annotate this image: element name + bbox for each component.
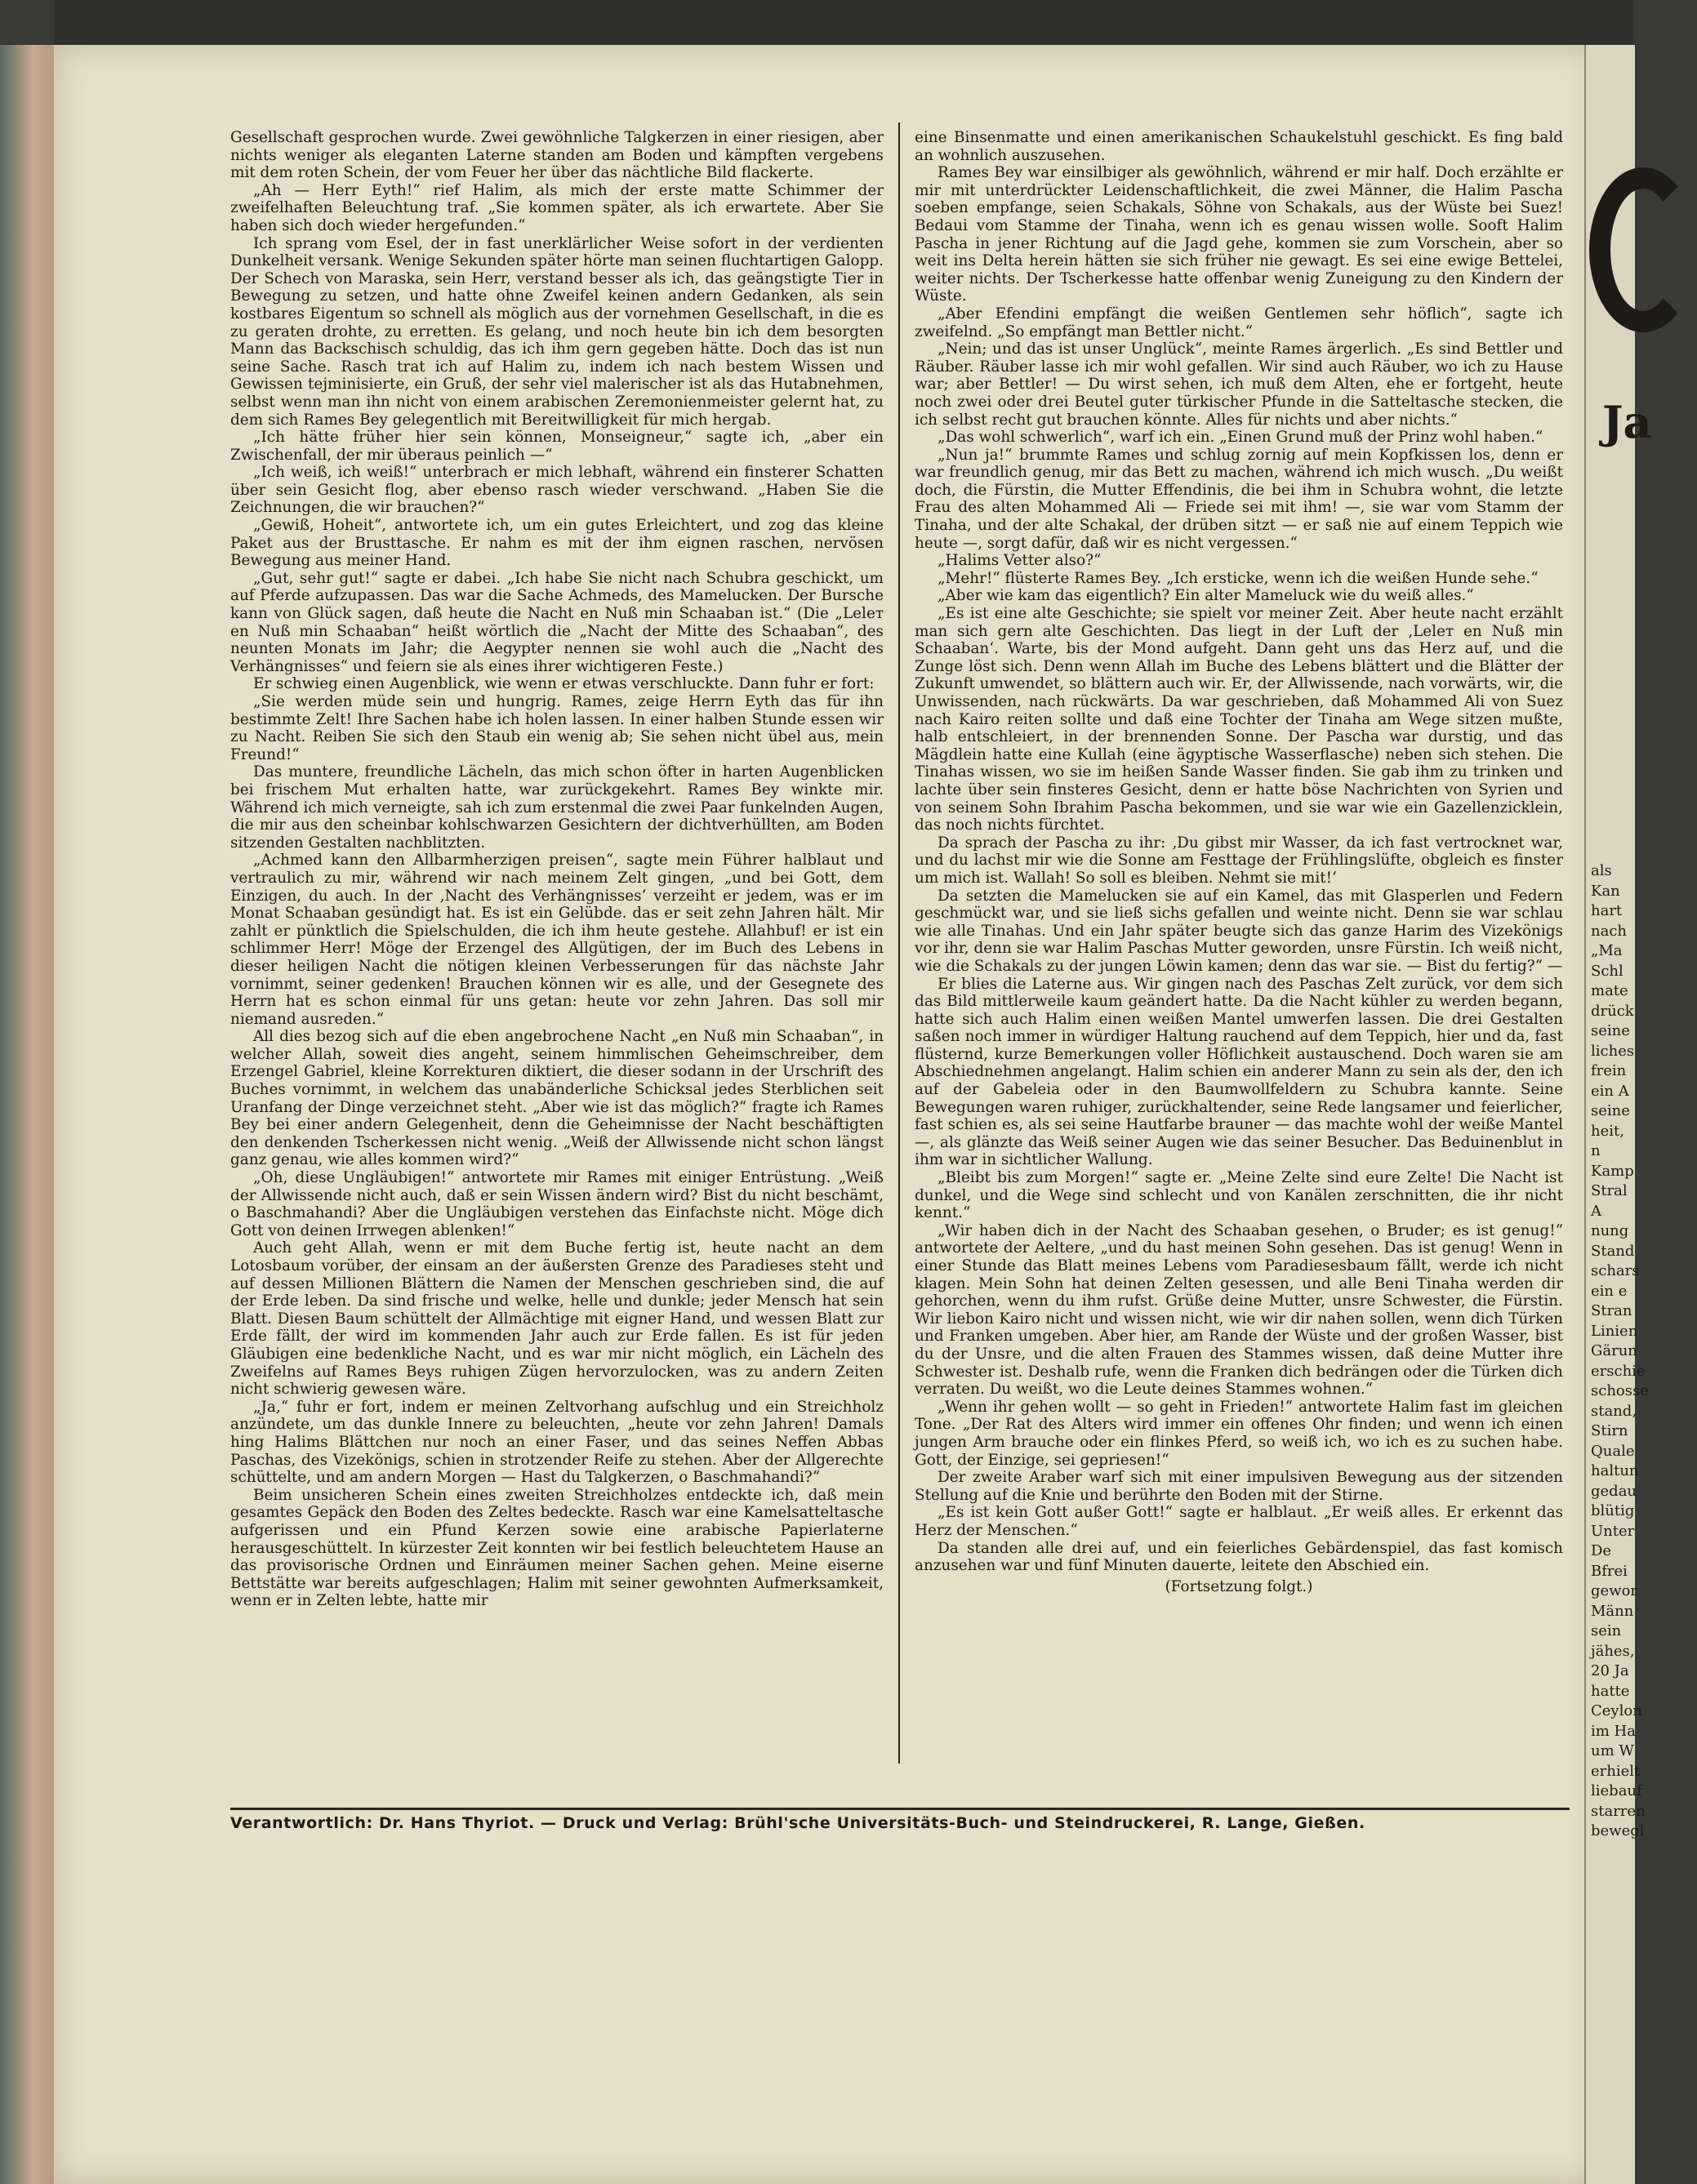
paragraph: „Ja,“ fuhr er fort, indem er meinen Zeltvorhang aufschlug und ein Streichholz anzündete, um das dunkle Innere zu beleuchten, „heute vor zehn Jahren! Damals hing Halims Blättchen nur noch an einer Faser, und das seines Neffen Abbas Paschas, des Vizekönigs, schien in strotzender Reife zu stehen. Aber der Allgerechte schüttelte, und am andern Morgen — Hast du Talgkerzen, o Baschmahandi?“ — [230, 1398, 884, 1487]
word-fragment: erhielt — [1591, 1762, 1641, 1780]
paragraph: „Ich hätte früher hier sein können, Monseigneur,“ sagte ich, „aber ein Zwischenfall, der mir überaus peinlich —“ — [230, 429, 884, 464]
word-fragment: schosse — [1591, 1382, 1649, 1399]
paragraph: eine Binsenmatte und einen amerikanischen Schaukelstuhl geschickt. Es fing bald an wohnlich auszusehen. — [915, 129, 1563, 164]
word-fragment: 20 Ja — [1591, 1662, 1629, 1679]
word-fragment: Quale — [1591, 1442, 1635, 1460]
word-fragment: Bfrei — [1591, 1562, 1628, 1580]
word-fragment: De — [1591, 1542, 1612, 1559]
paragraph: Er schwieg einen Augenblick, wie wenn er etwas verschluckte. Dann fuhr er fort: — [253, 675, 875, 693]
paragraph: „Aber Efendini empfängt die weißen Gentlemen sehr höflich“, sagte ich zweifelnd. „So empfängt man Bettler nicht.“ — [915, 305, 1563, 340]
continuation-note: (Fortsetzung folgt.) — [1165, 1577, 1313, 1595]
word-fragment: bewegl — [1591, 1822, 1645, 1839]
word-fragment: starren — [1591, 1802, 1646, 1820]
adjacent-text-fragments — [1591, 861, 1649, 1842]
word-fragment: hart — [1591, 902, 1623, 919]
paragraph: „Bleibt bis zum Morgen!“ sagte er. „Meine Zelte sind eure Zelte! Die Nacht ist dunkel, und die Wege sind schlecht und von Kanälen zerschnitten, die ihr nicht kennt.“ — [915, 1169, 1563, 1222]
paragraph: All dies bezog sich auf die eben angebrochene Nacht „en Nuß min Schaaban“, in welcher Allah, soweit dies angeht, seinem himmlischen Geheimschreiber, dem Erzengel Gabriel, kleine Korrekturen diktiert, die dieser sodann in der Urschrift des Buches vornimmt, in welchem das unabänderliche Schicksal jedes Sterblichen seit Uranfang der Dinge verzeichnet steht. „Aber wie ist das möglich?“ fragte ich Rames Bey bei einer andern Gelegenheit, denn die Geheimnisse der Nacht beschäftigten den denkenden Tscherkessen nicht wenig. „Weiß der Allwissende nicht schon längst ganz genau, wie alles kommen wird?“ — [230, 1028, 884, 1169]
word-fragment: als — [1591, 862, 1612, 879]
paragraph: „Wenn ihr gehen wollt — so geht in Frieden!“ antwortete Halim fast im gleichen Tone. „Der Rat des Alters wird immer ein offenes Ohr finden; und wenn ich einen jungen Arm brauche oder ein flinkes Pferd, so weiß ich, wo ich es zu suchen habe. Gott, der Einzige, sei gepriesen!“ — [915, 1398, 1563, 1469]
left-text-column — [230, 129, 884, 1803]
paragraph: Da setzten die Mamelucken sie auf ein Kamel, das mit Glasperlen und Federn geschmückt war, und sie ließ sichs gefallen und weinte nicht. Denn sie war schlau wie alle Tinahas. Und ein Jahr später beugte sich das ganze Harim des Vizekönigs vor ihr, denn sie war Halim Paschas Mutter geworden, unsre Fürstin. Ich weiß nicht, wie die Schakals zu der jungen Löwin kamen; denn das war sie. — Bist du fertig?“ — — [915, 887, 1563, 975]
word-fragment: frein — [1591, 1062, 1627, 1079]
word-fragment: schars — [1591, 1262, 1640, 1279]
paragraph: „Sie werden müde sein und hungrig. Rames, zeige Herrn Eyth das für ihn bestimmte Zelt! Ihre Sachen habe ich holen lassen. In einer halben Stunde essen wir zu Nacht. Reiben Sie sich den Staub ein wenig ab; Sie sehen nicht übel aus, mein Freund!“ — [230, 693, 884, 763]
word-fragment: Stral — [1591, 1182, 1628, 1199]
word-fragment: ein e — [1591, 1282, 1628, 1300]
word-fragment: heit, — [1591, 1122, 1624, 1140]
page-top-gap — [54, 0, 1633, 45]
paragraph: Da standen alle drei auf, und ein feierliches Gebärdenspiel, das fast komisch anzusehen war und fünf Minuten dauerte, leitete den Abschied ein. — [915, 1539, 1563, 1575]
word-fragment: A — [1591, 1202, 1601, 1220]
paragraph: Das muntere, freundliche Lächeln, das mich schon öfter in harten Augenblicken bei frischem Mut erhalten hatte, war zurückgekehrt. Rames Bey winkte mir. Während ich mich verneigte, sah ich zum erstenmal die zwei Paar funkelnden Augen, die mir aus den scheinbar kohlschwarzen Gesichtern der dichtverhüllten, am Boden sitzenden Gestalten nachblitzten. — [230, 763, 884, 852]
paragraph: „Halims Vetter also?“ — [938, 552, 1102, 570]
word-fragment: jähes, — [1591, 1642, 1635, 1660]
word-fragment: n — [1591, 1142, 1601, 1159]
paragraph: „Gewiß, Hoheit“, antwortete ich, um ein gutes Erleichtert, und zog das kleine Paket aus der Brusttasche. Er nahm es mit der ihm eignen raschen, nervösen Bewegung aus meiner Hand. — [230, 517, 884, 570]
paragraph: „Ich weiß, ich weiß!“ unterbrach er mich lebhaft, während ein finsterer Schatten über sein Gesicht flog, aber ebenso rasch wieder verschwand. „Haben Sie die Zeichnungen, die wir brauchen?“ — [230, 464, 884, 517]
adjacent-page-edge — [1584, 45, 1652, 2184]
paragraph: „Gut, sehr gut!“ sagte er dabei. „Ich habe Sie nicht nach Schubra geschickt, um auf Pferde aufzupassen. Das war die Sache Achmeds, des Mamelucken. Der Bursche kann von Glück sagen, daß heute die Nacht en Nuß min Schaaban ist.“ (Die „Leleт en Nuß min Schaaban“ heißt wörtlich die „Nacht der Mitte des Schaaban“, des neunten Monats im Jahr; die Aegypter nennen sie wohl auch die „Nacht des Verhängnisses“ und feiern sie als eines ihrer wichtigeren Feste.) — [230, 569, 884, 675]
word-fragment: seine — [1591, 1102, 1630, 1119]
word-fragment: stand, — [1591, 1402, 1637, 1420]
word-fragment: blütig — [1591, 1502, 1635, 1519]
word-fragment: haltun — [1591, 1462, 1639, 1479]
right-text-column — [915, 129, 1563, 1803]
word-fragment: ein A — [1591, 1082, 1629, 1100]
word-fragment: Unter — [1591, 1522, 1635, 1540]
paragraph: Er blies die Laterne aus. Wir gingen nach des Paschas Zelt zurück, vor dem sich das Bild mittlerweile kaum geändert hatte. Da die Nacht kühler zu werden begann, hatte sich auch Halim einen weißen Mantel umwerfen lassen. Die drei Gestalten saßen noch immer in würdiger Haltung rauchend auf dem Teppich, hier und da, fast flüsternd, kurze Bemerkungen voller Höflichkeit austauschend. Doch waren sie am Abschiednehmen angelangt. Halim schien ein anderer Mann zu sein als der, den ich auf der Gabeleia oder in den Baumwollfeldern zu Schubra kannte. Seine Bewegungen waren ruhiger, zurückhaltender, seine Rede langsamer und feierlicher, fast schien es, als sei seine Hautfarbe brauner — das machte wohl der weiße Mantel —, als glänzte das Weiß seiner Augen wie das seiner Besucher. Das Beduinenblut in ihm war in sichtlicher Wallung. — [915, 975, 1563, 1169]
book-binding-edge — [0, 45, 54, 2184]
paragraph: „Nein; und das ist unser Unglück“, meinte Rames ärgerlich. „Es sind Bettler und Räuber. Räuber lasse ich mir wohl gefallen. Wir sind auch Räuber, wo ich zu Hause war; aber Bettler! — Du wirst sehen, ich muß dem Alten, ehe er fortgeht, heute noch zwei oder drei Beutel guter türkischer Pfunde in die Satteltasche stecken, die ich selbst recht gut brauchen könnte. Alles für nichts und aber nichts.“ — [915, 340, 1563, 429]
paragraph: „Es ist eine alte Geschichte; sie spielt vor meiner Zeit. Aber heute nacht erzählt man sich gern alte Geschichten. Das liegt in der Luft der ‚Leleт en Nuß min Schaaban‘. Warte, bis der Mond aufgeht. Dann geht uns das Herz auf, und die Zunge löst sich. Denn wenn Allah im Buche des Lebens blättert und die Blätter der Zukunft umwendet, so blättern auch wir. Er, der Allwissende, nach vorwärts, wir, die Unwissenden, nach rückwärts. Da war geschrieben, daß Mohammed Ali von Suez nach Kairo reiten sollte und daß eine Tochter der Tinaha am Wege sitzen mußte, halb entschleiert, in der brennenden Sonne. Der Pascha war durstig, und das Mägdlein hatte eine Kullah (eine ägyptische Wasserflasche) neben sich stehen. Die Tinahas wissen, wo sie im heißen Sande Wasser finden. Sie gab ihm zu trinken und lachte über sein finsteres Gesicht, denn er hatte böse Nachrichten von Syrien und von seinem Sohn Ibrahim Pascha bekommen, und sie war wie ein Gazellenzicklein, das noch nichts fürchtet. — [915, 605, 1563, 834]
word-fragment: hatte — [1591, 1682, 1630, 1700]
word-fragment: Kamp — [1591, 1162, 1634, 1180]
word-fragment: mate — [1591, 982, 1628, 999]
imprint-footer: Verantwortlich: Dr. Hans Thyriot. — Druck und Verlag: Brühl'sche Universitäts-Buch- und Steindruckerei, R. Lange, Gießen. — [230, 1814, 1365, 1832]
word-fragment: Männ — [1591, 1602, 1634, 1620]
word-fragment: Stand — [1591, 1242, 1635, 1260]
paragraph: Gesellschaft gesprochen wurde. Zwei gewöhnliche Talgkerzen in einer riesigen, aber nichts weniger als eleganten Laterne standen am Boden und kämpften vergebens mit dem roten Schein, der vom Feuer her über das nächtliche Bild flackerte. — [230, 129, 884, 182]
word-fragment: sein — [1591, 1622, 1622, 1639]
paragraph: Ich sprang vom Esel, der in fast unerklärlicher Weise sofort in der verdienten Dunkelheit versank. Wenige Sekunden später hörte man seinen fluchtartigen Galopp. Der Schech von Maraska, sein Herr, verstand besser als ich, das geängstigte Tier in Bewegung zu setzen, und hatte ohne Zweifel keinen andern Gedanken, als sein kostbares Eigentum so schnell als möglich aus der vornehmen Gesellschaft, in die es zu geraten drohte, zu erretten. Es gelang, und noch heute bin ich dem besorgten Mann das Backschisch schuldig, das ich ihm gern gegeben hätte. Doch das ist nun seine Sache. Rasch trat ich auf Halim zu, indem ich nach bestem Wissen und Gewissen tejminisierte, ein Gruß, der sehr viel malerischer ist als das Hutabnehmen, selbst wenn man ihn nicht von einem arabischen Zeremonienmeister gelernt hat, zu dem sich Rames Bey gelegentlich mit Bereitwilligkeit für mich hergab. — [230, 234, 884, 429]
paragraph: Beim unsicheren Schein eines zweiten Streichholzes entdeckte ich, daß mein gesamtes Gepäck den Boden des Zeltes bedeckte. Rasch war eine Kamelsatteltasche aufgerissen und ein Pfund Kerzen sowie eine arabische Papierlaterne herausgeschüttelt. In kürzester Zeit konnten wir bei festlich beleuchtetem Hause an das provisorische Ordnen und Einräumen meiner Sachen gehen. Meine eiserne Bettstätte war bereits aufgeschlagen; Halim mit seiner gewohnten Aufmerksamkeit, wenn er in Zelten lebte, hatte mir — [230, 1486, 884, 1610]
paragraph: „Wir haben dich in der Nacht des Schaaban gesehen, o Bruder; es ist genug!“ antwortete der Aeltere, „und du hast meinen Sohn gesehen. Das ist genug! Wenn in einer Stunde das Blatt meines Lebens vom Paradiesesbaum fällt, werde ich nicht klagen. Mein Sohn hat deinen Zelten gesessen, und alle Beni Tinaha werden dir gehorchen, wenn du ihm rufst. Grüße deine Mutter, unsre Schwester, die Fürstin. Wir liebon Kairo nicht und wissen nicht, wie wir dir nahen sollen, wenn dich Türken und Franken umgeben. Aber hier, am Rande der Wüste und der großen Wasser, bist du der Unsre, und die alten Frauen des Stammes wissen, daß deine Mutter ihre Schwester ist. Deshalb rufe, wenn die Franken dich bedrängen oder die Türken dich verraten. Du weißt, wo die Leute deines Stammes wohnen.“ — [915, 1221, 1563, 1399]
paragraph: Auch geht Allah, wenn er mit dem Buche fertig ist, heute nacht an dem Lotosbaum vorüber, der einsam an der äußersten Grenze des Paradieses steht und auf dessen Millionen Blättern die Namen der Menschen geschrieben sind, die auf der Erde leben. Da sind frische und welke, helle und dunkle; jeder Mensch hat sein Blatt. Diesen Baum schüttelt der Allmächtige mit eigner Hand, und wessen Blatt zur Erde fällt, der wird im kommenden Jahr auch zur Erde fallen. Es ist für jeden Gläubigen eine bedenkliche Nacht, und es war mir nicht möglich, ein Lächeln des Zweifelns auf Rames Beys ruhigen Zügen hervorzulocken, was zu andern Zeiten nicht schwierig gewesen wäre. — [230, 1239, 884, 1399]
word-fragment: liches — [1591, 1042, 1635, 1060]
paragraph: „Nun ja!“ brummte Rames und schlug zornig auf mein Kopfkissen los, denn er war freundlich genug, mir das Bett zu machen, während ich mich wusch. „Du weißt doch, die Fürstin, die Mutter Effendinis, die bei ihm in Schubra wohnt, die letzte Frau des alten Mohammed Ali — Friede sei mit ihm! —, sie war vom Stamm der Tinaha, und der alte Schakal, der drüben sitzt — er saß nie auf einem Teppich wie heute —, sorgt dafür, daß wir es nicht vergessen.“ — [915, 446, 1563, 552]
word-fragment: „Ma — [1591, 942, 1623, 959]
column-divider-rule — [898, 122, 900, 1764]
word-fragment: gedau — [1591, 1482, 1637, 1500]
adjacent-heading-fragment: Ja — [1602, 396, 1652, 448]
word-fragment: Stran — [1591, 1302, 1632, 1319]
footer-rule — [230, 1808, 1570, 1810]
paragraph: „Das wohl schwerlich“, warf ich ein. „Einen Grund muß der Prinz wohl haben.“ — [938, 429, 1543, 447]
word-fragment: nach — [1591, 922, 1627, 940]
word-fragment: Kan — [1591, 882, 1620, 900]
word-fragment: erschie — [1591, 1362, 1646, 1380]
paragraph: Der zweite Araber warf sich mit einer impulsiven Bewegung aus der sitzenden Stellung auf die Knie und berührte den Boden mit der Stirne. — [915, 1469, 1563, 1504]
paragraph: „Oh, diese Ungläubigen!“ antwortete mir Rames mit einiger Entrüstung. „Weiß der Allwissende nicht auch, daß er sein Wissen ändern wird? Bist du nicht beschämt, o Baschmahandi? Aber die Ungläubigen verstehen das Einfachste nicht. Möge dich Gott von deinen Irrwegen ablenken!“ — [230, 1169, 884, 1239]
paragraph: „Ah — Herr Eyth!“ rief Halim, als mich der erste matte Schimmer der zweifelhaften Beleuchtung traf. „Sie kommen später, als ich erwartete. Aber Sie haben sich doch wieder hergefunden.“ — [230, 181, 884, 234]
word-fragment: Schl — [1591, 962, 1624, 980]
word-fragment: Ceylon — [1591, 1702, 1642, 1719]
paragraph: „Achmed kann den Allbarmherzigen preisen“, sagte mein Führer halblaut und vertraulich zu mir, während wir nach meinem Zelt gingen, „und bei Gott, dem Einzigen, du auch. In der ‚Nacht des Verhängnisses‘ verzeiht er jedem, was er im Monat Schaaban gesündigt hat. Es ist ein Gelübde. das er seit zehn Jahren hält. Mir zahlt er pünktlich die Spielschulden, die ich ihm heute gestehe. Allahbuf! er ist ein schlimmer Herr! Möge der Erzengel des Allgütigen, der im Buch des Lebens in dieser heiligen Nacht die nötigen kleinen Verbesserungen für das nächste Jahr vornimmt, seiner gedenken! Brauchen können wir es alle, und der Gesegnete des Herrn hat es schon einmal für uns getan: heute vor zehn Jahren. Das soll mir niemand ausreden.“ — [230, 852, 884, 1028]
word-fragment: im Ha — [1591, 1722, 1636, 1740]
word-fragment: Stirn — [1591, 1422, 1628, 1439]
word-fragment: liebauf — [1591, 1782, 1642, 1799]
paragraph: Da sprach der Pascha zu ihr: ‚Du gibst mir Wasser, da ich fast vertrocknet war, und du lachst mir wie die Sonne am Festtage der Frühlingslüfte, obgleich es finster um mich ist. Wallah! So soll es bleiben. Nehmt sie mit!‘ — [915, 834, 1563, 887]
large-initial-letter-fragment — [1589, 167, 1697, 332]
word-fragment: um W — [1591, 1742, 1634, 1759]
paragraph: „Es ist kein Gott außer Gott!“ sagte er halblaut. „Er weiß alles. Er erkennt das Herz der Menschen.“ — [915, 1504, 1563, 1539]
paragraph: Rames Bey war einsilbiger als gewöhnlich, während er mir half. Doch erzählte er mir mit unterdrückter Leidenschaftlichkeit, die zwei Männer, die Halim Pascha soeben empfange, seien Schakals, Söhne von Schakals, aus der Wüste bei Suez! Bedaui vom Stamme der Tinaha, wenn ich es genau wissen wolle. Sooft Halim Pascha in jener Richtung auf die Jagd gehe, kommen sie zum Vorschein, aber so weit ins Delta herein hätten sie sich früher nie gewagt. Es sei eine ewige Bettelei, weiter nichts. Der Tscherkesse hatte offenbar wenig Zuneigung zu den Kindern der Wüste. — [915, 164, 1563, 305]
word-fragment: gewor — [1591, 1582, 1638, 1599]
word-fragment: Gärun — [1591, 1342, 1637, 1359]
word-fragment: seine — [1591, 1022, 1630, 1039]
paragraph: „Mehr!“ flüsterte Rames Bey. „Ich ersticke, wenn ich die weißen Hunde sehe.“ — [938, 569, 1539, 587]
word-fragment: nung — [1591, 1222, 1629, 1239]
word-fragment: drück — [1591, 1002, 1634, 1020]
paragraph: „Aber wie kam das eigentlich? Ein alter Mameluck wie du weiß alles.“ — [938, 587, 1474, 605]
word-fragment: Linien — [1591, 1322, 1638, 1340]
